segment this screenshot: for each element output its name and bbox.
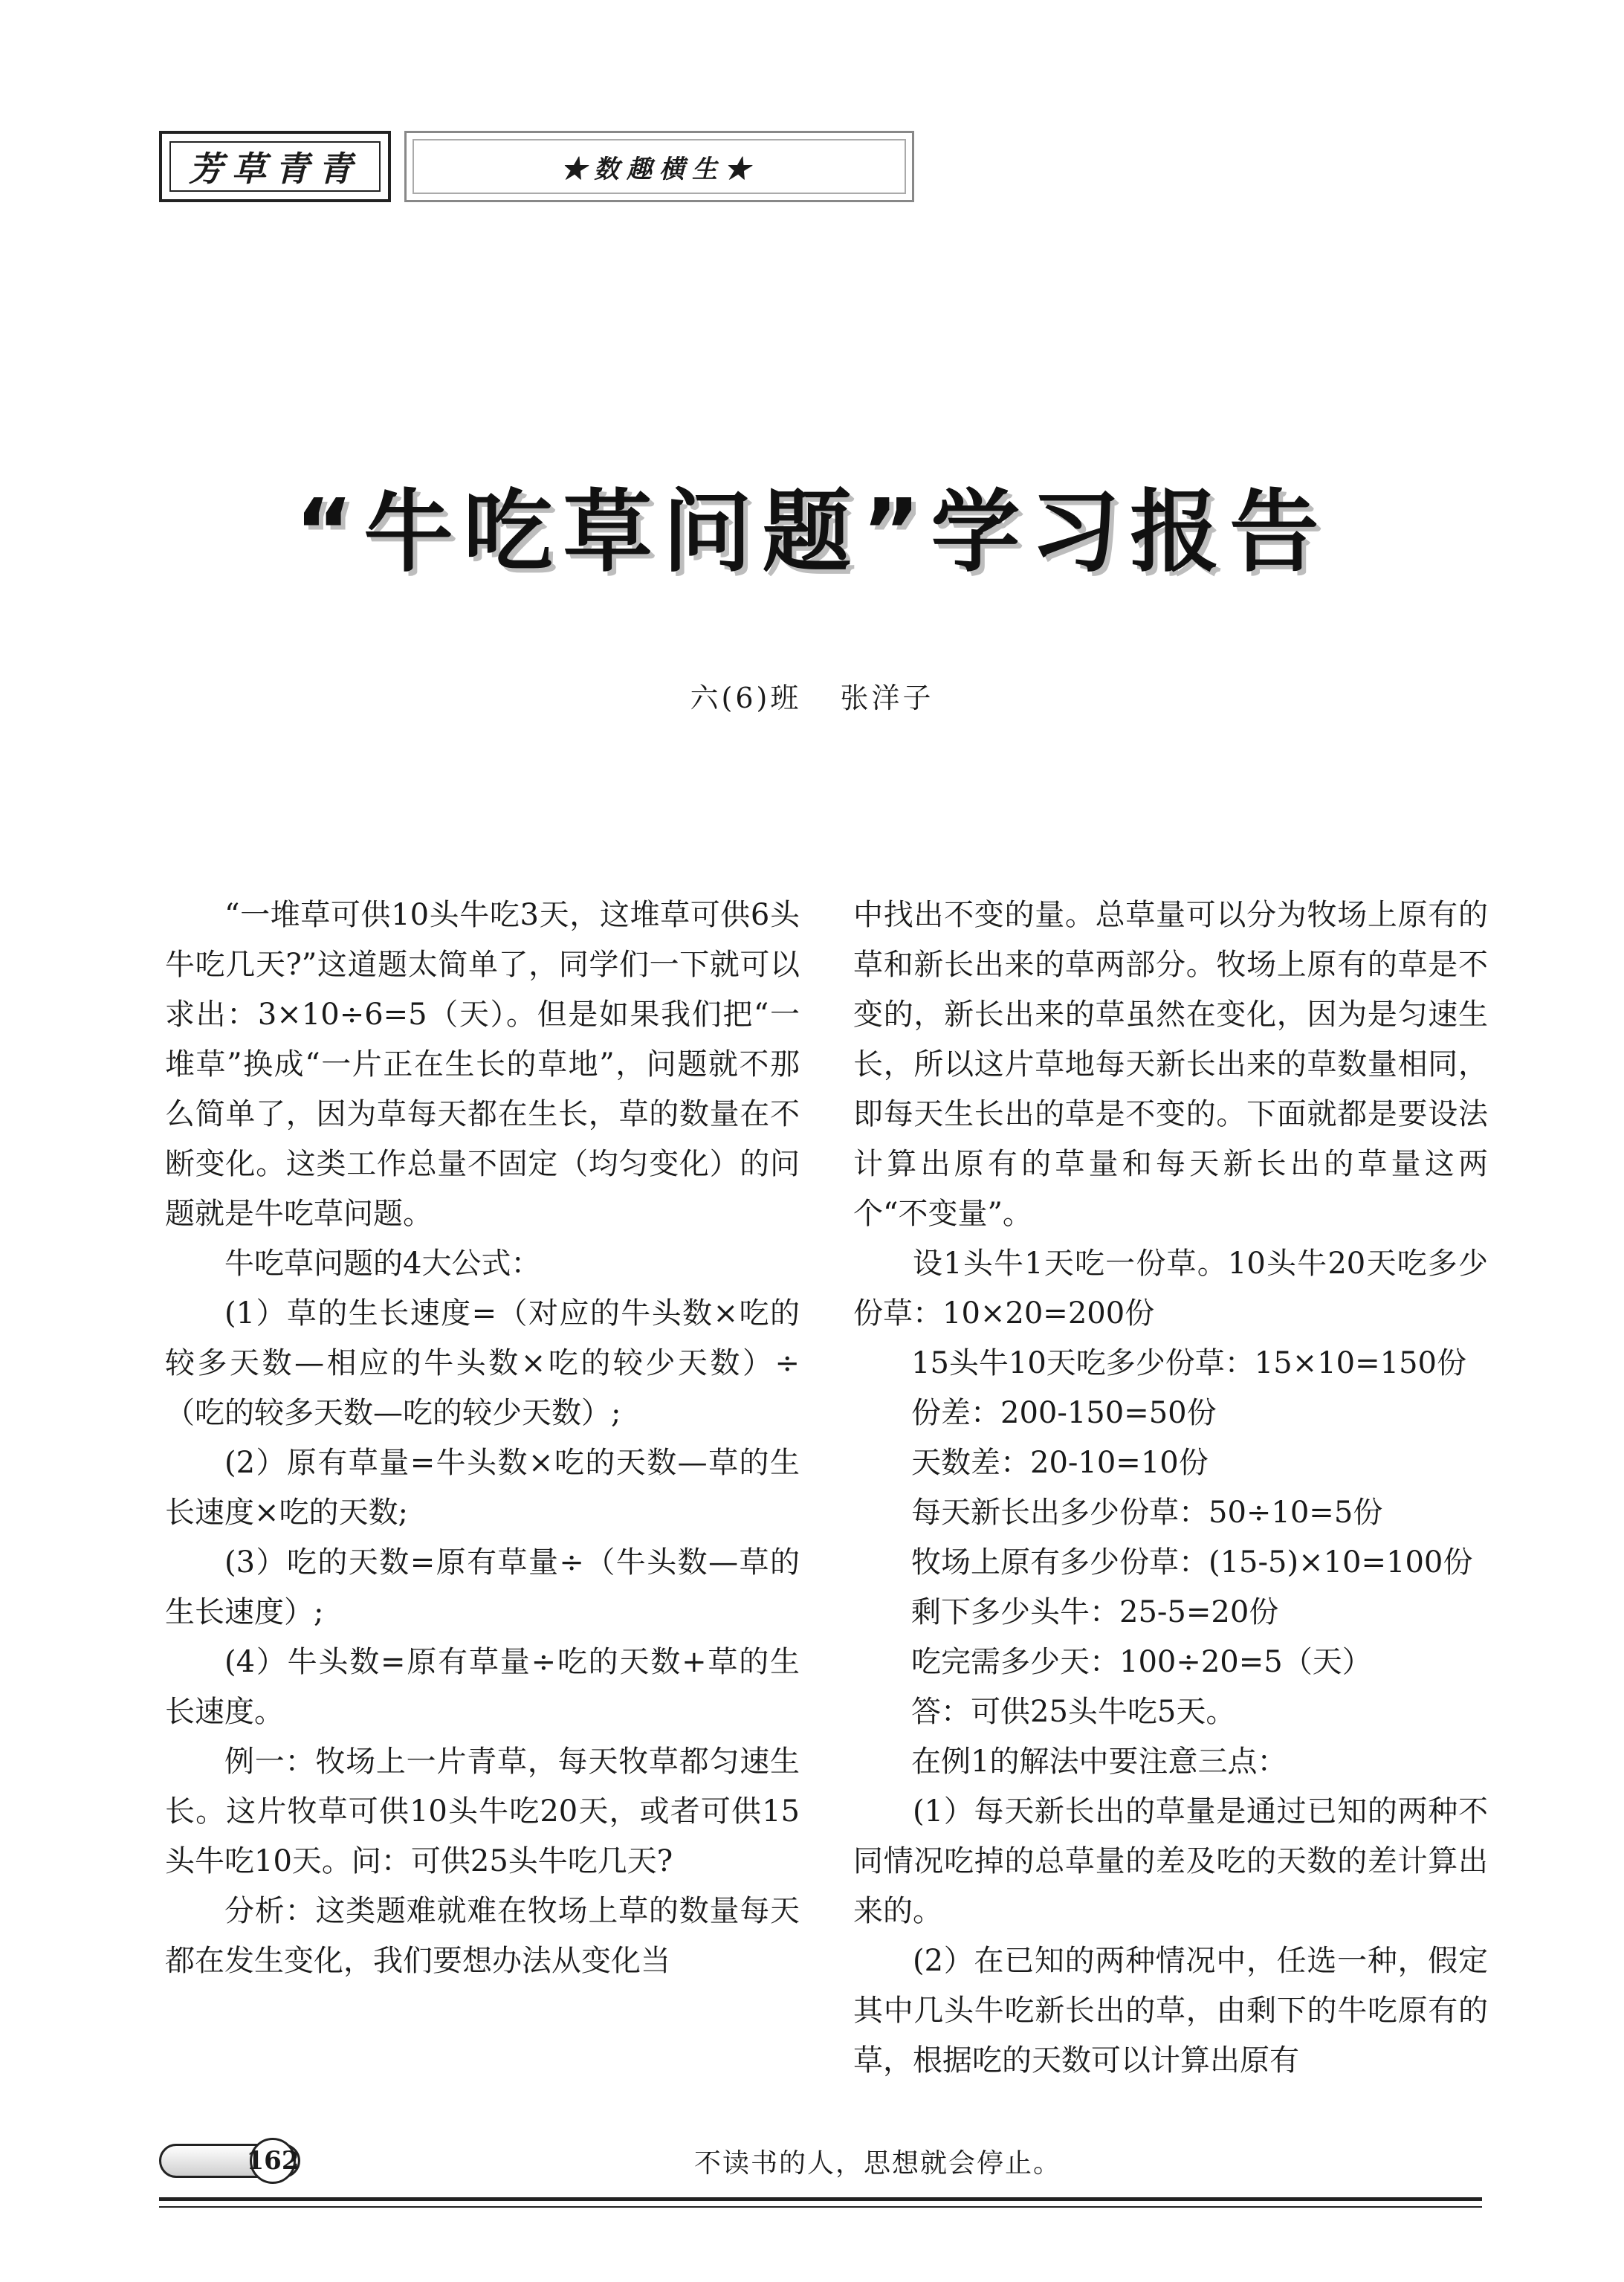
paragraph: “一堆草可供10头牛吃3天，这堆草可供6头牛吃几天?”这道题太简单了，同学们一下就可以求出：3×10÷6=5（天）。但是如果我们把“一堆草”换成“一片正在生长的草地”，问题就不那么简单了，因为草每天都在生长，草的数量在不断变化。这类工作总量不固定（均匀变化）的问题就是牛吃草问题。 bbox=[165, 898, 800, 1231]
byline-author: 张洋子 bbox=[840, 682, 934, 714]
calc-step: 吃完需多少天：100÷20=5（天） bbox=[911, 1645, 1372, 1679]
paragraph: (2）在已知的两种情况中，任选一种，假定其中几头牛吃新长出的草，由剩下的牛吃原有的草，根据吃的天数可以计算出原有 bbox=[853, 1944, 1488, 2078]
formula-item: (4）牛头数=原有草量÷吃的天数+草的生长速度。 bbox=[165, 1645, 800, 1729]
paragraph: 分析：这类题难就难在牧场上草的数量每天都在发生变化，我们要想办法从变化当 bbox=[165, 1894, 800, 1978]
calc-step: 答：可供25头牛吃5天。 bbox=[911, 1695, 1236, 1729]
page-number: 162 bbox=[250, 2138, 296, 2184]
column-label: 芳草青青 bbox=[169, 141, 381, 192]
byline-class: 六(6)班 bbox=[690, 682, 802, 714]
paragraph: 牛吃草问题的4大公式： bbox=[224, 1247, 541, 1281]
footer-motto: 不读书的人，思想就会停止。 bbox=[694, 2148, 1062, 2179]
column-label-box bbox=[159, 131, 391, 202]
paragraph: 设1头牛1天吃一份草。10头牛20天吃多少份草：10×20=200份 bbox=[853, 1247, 1488, 1331]
footer-rule bbox=[159, 2206, 1482, 2208]
formula-item: (1）草的生长速度=（对应的牛头数×吃的较多天数—相应的牛头数×吃的较少天数）÷（吃的较多天数—吃的较少天数）; bbox=[165, 1296, 800, 1430]
paragraph: (1）每天新长出的草量是通过已知的两种不同情况吃掉的总草量的差及吃的天数的差计算出来的。 bbox=[853, 1794, 1488, 1928]
article-title: “牛吃草问题”学习报告 bbox=[294, 481, 1330, 584]
formula-item: (2）原有草量=牛头数×吃的天数—草的生长速度×吃的天数; bbox=[165, 1446, 800, 1530]
section-header bbox=[159, 131, 914, 202]
byline bbox=[0, 675, 1624, 716]
calc-step: 天数差：20-10=10份 bbox=[911, 1446, 1209, 1480]
right-column bbox=[853, 891, 1488, 2086]
rubric-box bbox=[404, 131, 914, 202]
calc-step: 每天新长出多少份草：50÷10=5份 bbox=[911, 1496, 1383, 1530]
paragraph: 中找出不变的量。总草量可以分为牧场上原有的草和新长出来的草两部分。牧场上原有的草是不变的，新长出来的草虽然在变化，因为是匀速生长，所以这片草地每天新长出来的草数量相同，即每天生长出的草是不变的。下面就都是要设法计算出原有的草量和每天新长出的草量这两个“不变量”。 bbox=[853, 898, 1488, 1231]
calc-step: 15头牛10天吃多少份草：15×10=150份 bbox=[911, 1346, 1466, 1380]
left-column bbox=[165, 891, 800, 1986]
page-footer bbox=[159, 2138, 1482, 2212]
footer-rule bbox=[159, 2197, 1482, 2201]
formula-item: (3）吃的天数=原有草量÷（牛头数—草的生长速度）; bbox=[165, 1545, 800, 1629]
rubric-label: ★数趣横生★ bbox=[413, 139, 906, 194]
calc-step: 份差：200-150=50份 bbox=[911, 1396, 1217, 1430]
calc-step: 牧场上原有多少份草：(15-5)×10=100份 bbox=[911, 1545, 1473, 1580]
calc-step: 剩下多少头牛：25-5=20份 bbox=[911, 1595, 1279, 1629]
paragraph: 例一：牧场上一片青草，每天牧草都匀速生长。这片牧草可供10头牛吃20天，或者可供15头牛吃10天。问：可供25头牛吃几天? bbox=[165, 1745, 800, 1878]
calc-step: 在例1的解法中要注意三点： bbox=[911, 1745, 1287, 1779]
